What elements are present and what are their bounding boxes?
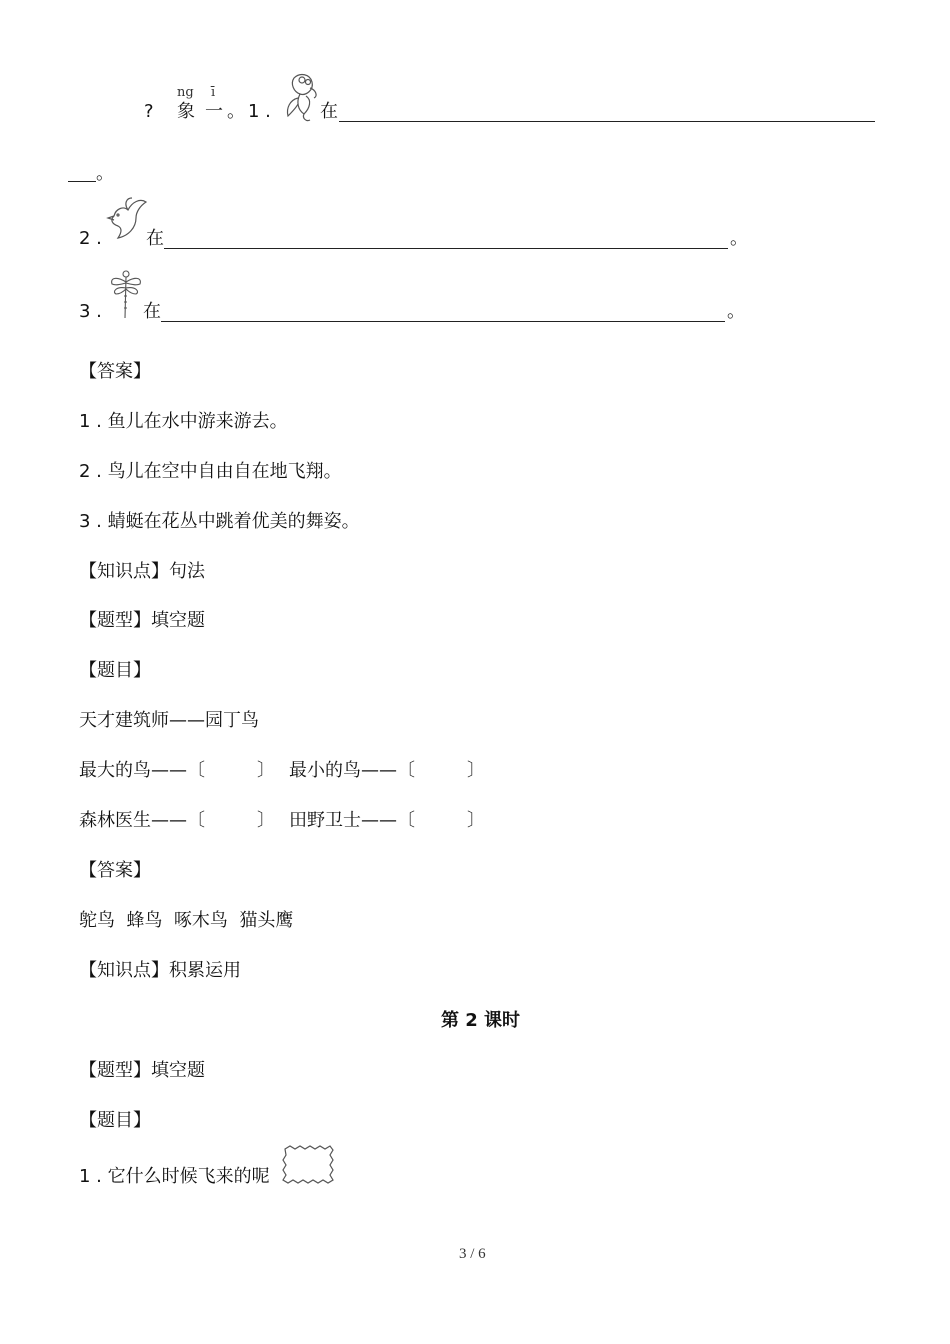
q2-number: 2 .: [79, 228, 102, 249]
answer-birds: 鸵鸟 蜂鸟 啄木鸟 猫头鹰: [79, 910, 294, 931]
knowledge-point-2: 【知识点】积累运用: [79, 960, 241, 981]
fill-forest-doctor: 森林医生——〔: [79, 810, 205, 831]
fill-smallest-bird: 最小的鸟——〔: [289, 760, 415, 781]
q1-number: 1 .: [248, 101, 271, 122]
answer-header-1: 【答案】: [79, 361, 151, 382]
q1-end-period: 。: [96, 163, 114, 184]
q3-end-period: 。: [727, 301, 745, 322]
q3-number: 3 .: [79, 301, 102, 322]
fill-field-guard: 田野卫士——〔: [289, 810, 415, 831]
bracket-close: 〕: [467, 760, 485, 781]
answer-header-2: 【答案】: [79, 860, 151, 881]
question-type-3: 【题型】填空题: [79, 1060, 205, 1081]
bird-icon: [106, 196, 150, 244]
q2-end-period: 。: [730, 228, 748, 249]
q3-zai: 在: [143, 301, 161, 322]
char-yi: 一: [205, 101, 223, 122]
question-mark: ?: [144, 101, 154, 122]
q1-zai: 在: [320, 101, 338, 122]
answer-blank-1-continued[interactable]: [68, 181, 96, 182]
pinyin-yi: ī: [211, 85, 216, 100]
question-type-2: 【题型】填空题: [79, 610, 205, 631]
period: 。: [227, 101, 245, 122]
jagged-box-icon: [281, 1145, 335, 1185]
lesson2-question-1: 1 . 它什么时候飞来的呢: [79, 1166, 270, 1187]
bracket-close: 〕: [467, 810, 485, 831]
char-xiang: 象: [177, 101, 195, 122]
pinyin-xiang: ng: [177, 85, 194, 100]
lesson-heading: 第 2 课时: [441, 1010, 521, 1031]
q2-zai: 在: [146, 228, 164, 249]
answer-blank-1[interactable]: [339, 121, 875, 122]
fill-biggest-bird: 最大的鸟——〔: [79, 760, 205, 781]
dragonfly-icon: [108, 266, 142, 322]
page-number: 3 / 6: [459, 1246, 486, 1262]
answer-line-1: 1 . 鱼儿在水中游来游去。: [79, 411, 288, 432]
bracket-close: 〕: [257, 760, 275, 781]
bracket-close: 〕: [257, 810, 275, 831]
answer-line-2: 2 . 鸟儿在空中自由自在地飞翔。: [79, 461, 342, 482]
answer-blank-3[interactable]: [161, 321, 725, 322]
answer-line-3: 3 . 蜻蜓在花丛中跳着优美的舞姿。: [79, 511, 360, 532]
answer-blank-2[interactable]: [164, 248, 728, 249]
question-topic-3: 【题目】: [79, 1110, 151, 1131]
knowledge-point-1: 【知识点】句法: [79, 561, 205, 582]
example-line: 天才建筑师——园丁鸟: [79, 710, 259, 731]
question-topic-2: 【题目】: [79, 660, 151, 681]
goldfish-icon: [280, 68, 322, 124]
